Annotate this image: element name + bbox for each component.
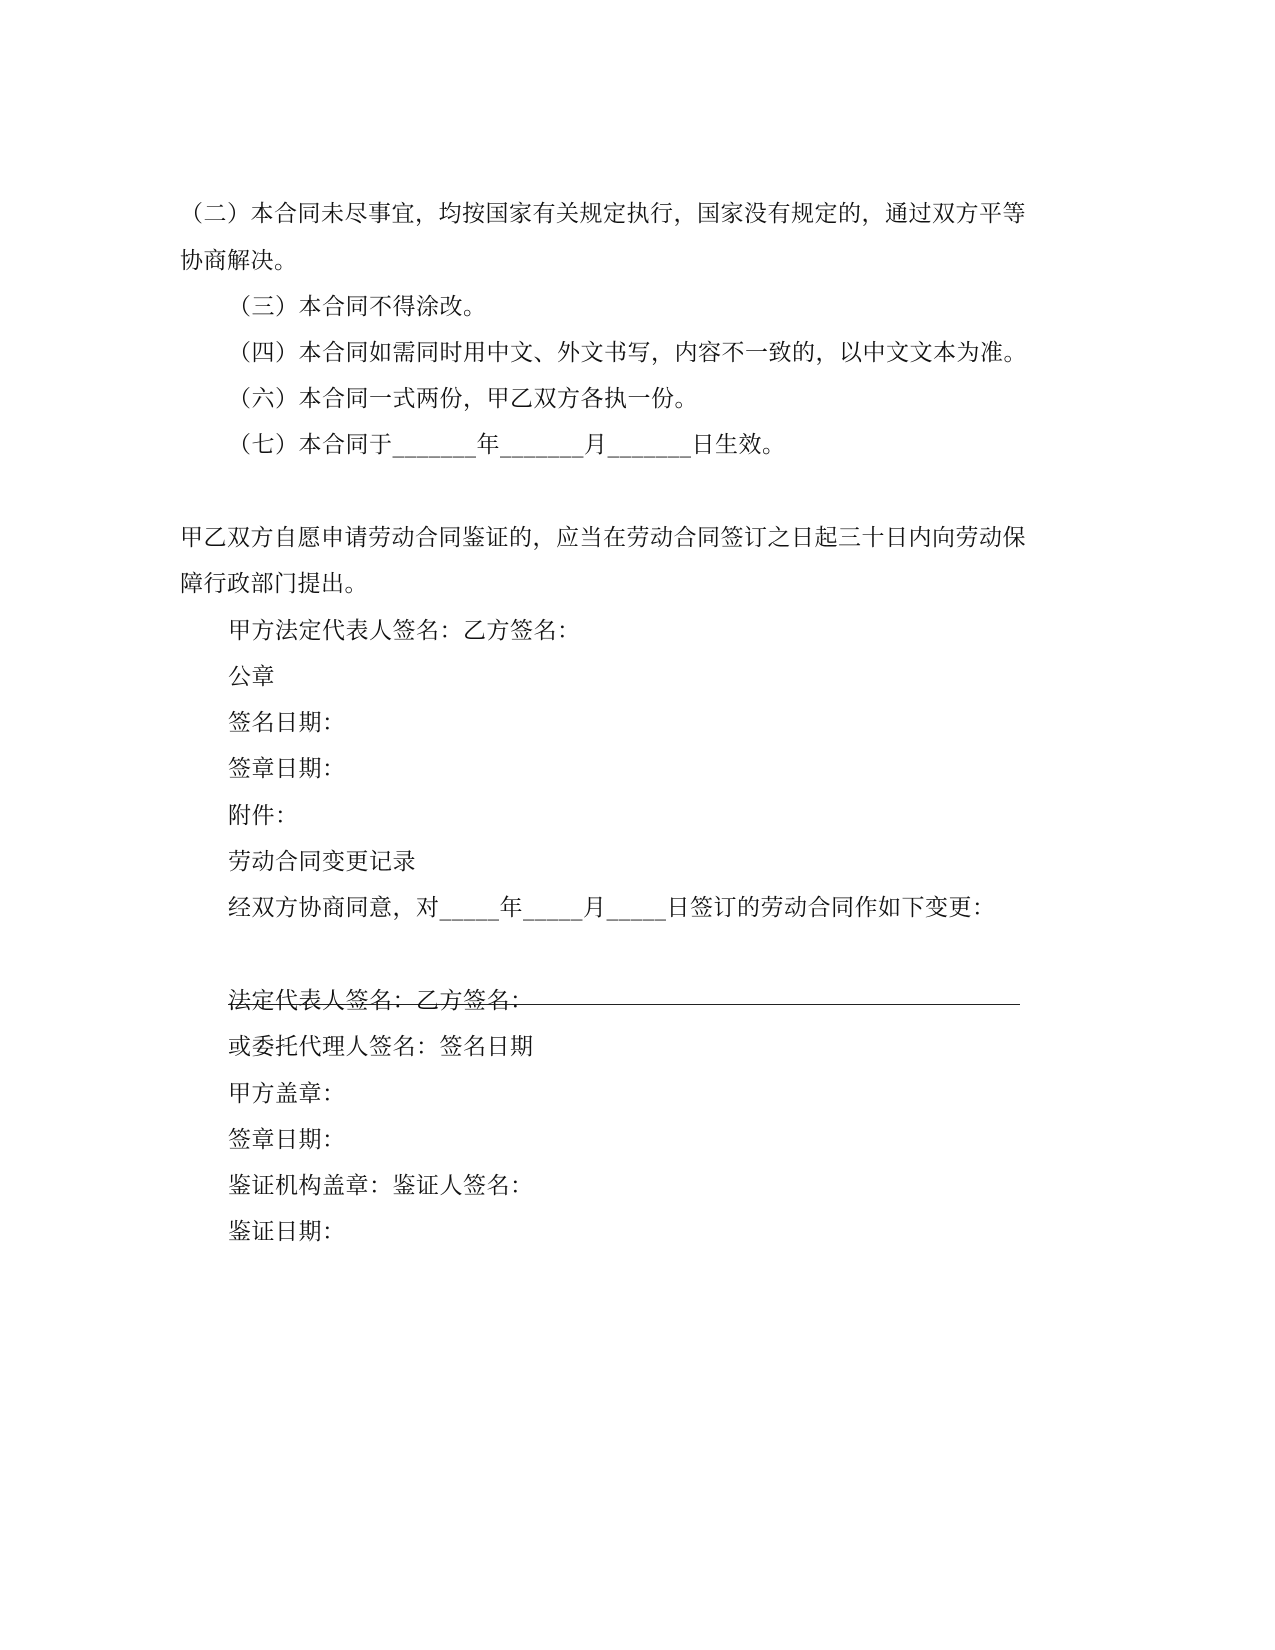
- signature-line-party-a-b: 甲方法定代表人签名：乙方签名：: [228, 618, 581, 644]
- legal-representative-signature-line: 法定代表人签名：乙方签名：: [228, 988, 534, 1014]
- appraisal-paragraph-line-2: 障行政部门提出。: [180, 571, 368, 597]
- clause-7: （七）本合同于_______年_______月_______日生效。: [228, 432, 786, 458]
- seal-date-label: 签章日期：: [228, 756, 346, 782]
- change-record-title: 劳动合同变更记录: [228, 849, 416, 875]
- change-agreement-line: 经双方协商同意，对_____年_____月_____日签订的劳动合同作如下变更：: [228, 895, 996, 921]
- clause-6: （六）本合同一式两份，甲乙双方各执一份。: [228, 386, 698, 412]
- clause-3: （三）本合同不得涂改。: [228, 294, 487, 320]
- official-seal-label: 公章: [228, 664, 275, 690]
- attachment-label: 附件：: [228, 803, 299, 829]
- seal-date-label-2: 签章日期：: [228, 1127, 346, 1153]
- signature-date-label: 签名日期：: [228, 710, 346, 736]
- appraisal-date-label: 鉴证日期：: [228, 1219, 346, 1245]
- clause-2-line-1: （二）本合同未尽事宜，均按国家有关规定执行，国家没有规定的，通过双方平等: [180, 201, 1026, 227]
- appraisal-agency-seal-line: 鉴证机构盖章：鉴证人签名：: [228, 1173, 534, 1199]
- clause-4: （四）本合同如需同时用中文、外文书写，内容不一致的，以中文文本为准。: [228, 340, 1027, 366]
- clause-2-line-2: 协商解决。: [180, 248, 298, 274]
- agent-signature-line: 或委托代理人签名：签名日期: [228, 1034, 534, 1060]
- party-a-seal-label: 甲方盖章：: [228, 1081, 346, 1107]
- appraisal-paragraph-line-1: 甲乙双方自愿申请劳动合同鉴证的，应当在劳动合同签订之日起三十日内向劳动保: [180, 525, 1026, 551]
